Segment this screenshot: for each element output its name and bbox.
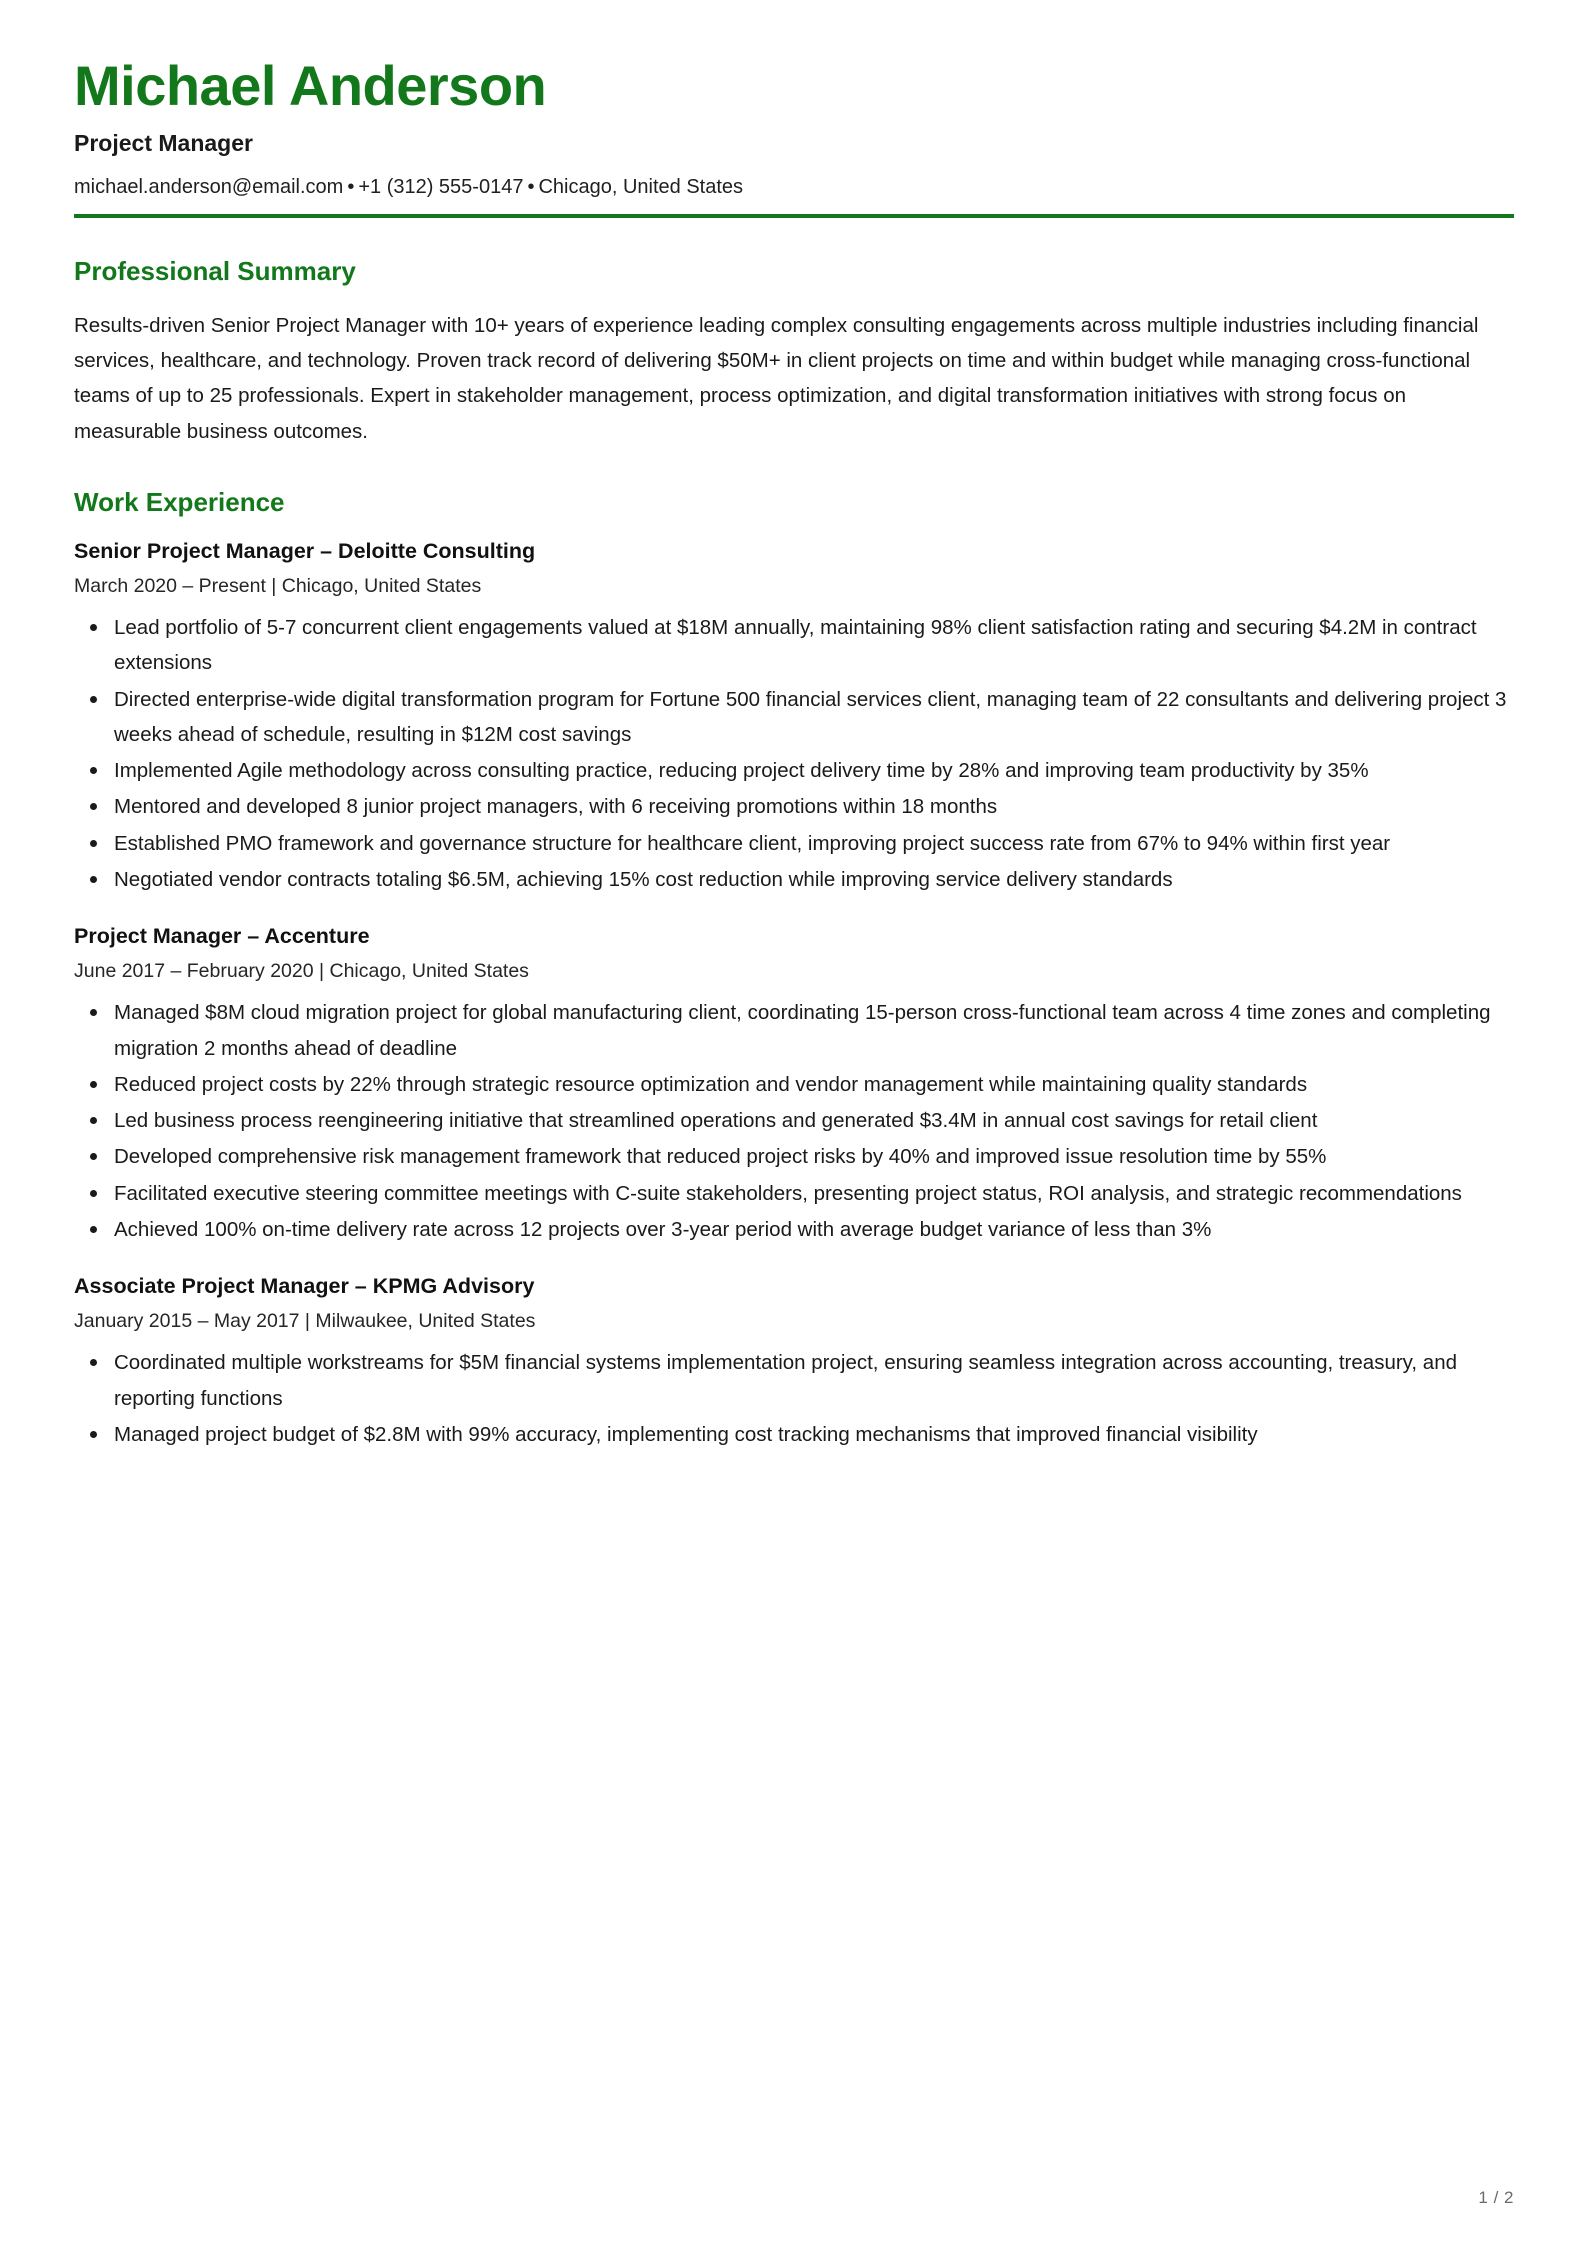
experience-entry [74, 923, 1514, 1247]
experience-bullet: Negotiated vendor contracts totaling $6.5M, achieving 15% cost reduction while improving service delivery standards [74, 862, 1514, 897]
contact-line [74, 174, 1514, 200]
header-divider [74, 214, 1514, 218]
section-title-experience: Work Experience [74, 486, 285, 517]
experience-bullet-list [74, 995, 1514, 1247]
candidate-job-title: Project Manager [74, 130, 253, 157]
experience-heading: Associate Project Manager – KPMG Advisory [74, 1274, 535, 1299]
contact-email[interactable]: michael.anderson@email.com [74, 176, 344, 199]
experience-bullet: Facilitated executive steering committee meetings with C-suite stakeholders, presenting project status, ROI analysis, and strategic recommendations [74, 1176, 1514, 1211]
candidate-name: Michael Anderson [74, 54, 547, 117]
experience-entry [74, 538, 1514, 897]
experience-bullet: Implemented Agile methodology across consulting practice, reducing project delivery time by 28% and improving team productivity by 35% [74, 753, 1514, 788]
experience-heading: Senior Project Manager – Deloitte Consulting [74, 538, 536, 563]
experience-bullet-list [74, 610, 1514, 897]
experience-bullet: Mentored and developed 8 junior project managers, with 6 receiving promotions within 18 months [74, 789, 1514, 824]
experience-bullet: Achieved 100% on-time delivery rate across 12 projects over 3-year period with average budget variance of less than 3% [74, 1212, 1514, 1247]
page-number: 1 / 2 [1478, 2188, 1514, 2207]
experience-bullet: Developed comprehensive risk management framework that reduced project risks by 40% and improved issue resolution time by 55% [74, 1139, 1514, 1174]
experience-bullet: Managed $8M cloud migration project for global manufacturing client, coordinating 15-person cross-functional team across 4 time zones and completing migration 2 months ahead of deadline [74, 995, 1514, 1066]
experience-meta: January 2015 – May 2017 | Milwaukee, United States [74, 1310, 536, 1333]
section-title-summary: Professional Summary [74, 256, 356, 287]
contact-separator-1: • [347, 176, 355, 199]
resume-header [74, 56, 1514, 218]
contact-separator-2: • [527, 176, 535, 199]
contact-phone[interactable]: +1 (312) 555-0147 [358, 176, 524, 199]
experience-bullet: Lead portfolio of 5-7 concurrent client engagements valued at $18M annually, maintaining 98% client satisfaction rating and securing $4.2M in contract extensions [74, 610, 1514, 681]
experience-meta: March 2020 – Present | Chicago, United States [74, 574, 482, 597]
experience-bullet: Coordinated multiple workstreams for $5M financial systems implementation project, ensuring seamless integration across accounting, treasury, and reporting functions [74, 1345, 1514, 1416]
experience-heading: Project Manager – Accenture [74, 924, 370, 949]
experience-bullet: Established PMO framework and governance structure for healthcare client, improving project success rate from 67% to 94% within first year [74, 826, 1514, 861]
contact-location: Chicago, United States [538, 176, 744, 199]
experience-bullet: Reduced project costs by 22% through strategic resource optimization and vendor management while maintaining quality standards [74, 1067, 1514, 1102]
experience-bullet: Led business process reengineering initiative that streamlined operations and generated $3.4M in annual cost savings for retail client [74, 1103, 1514, 1138]
section-work-experience [74, 487, 1514, 1452]
experience-meta: June 2017 – February 2020 | Chicago, United States [74, 960, 529, 983]
experience-entry [74, 1273, 1514, 1452]
summary-paragraph: Results-driven Senior Project Manager with 10+ years of experience leading complex consulting engagements across multiple industries including financial services, healthcare, and technology. Proven track record of delivering $50M+ in client projects on time and within budget while managing cross-functional teams of up to 25 professionals. Expert in stakeholder management, process optimization, and digital transformation initiatives with strong focus on measurable business outcomes. [74, 313, 1479, 443]
experience-bullet-list [74, 1345, 1514, 1452]
experience-bullet: Directed enterprise-wide digital transformation program for Fortune 500 financial services client, managing team of 22 consultants and delivering project 3 weeks ahead of schedule, resulting in $12M cost savings [74, 682, 1514, 753]
experience-bullet: Managed project budget of $2.8M with 99% accuracy, implementing cost tracking mechanisms that improved financial visibility [74, 1417, 1514, 1452]
section-professional-summary [74, 256, 1514, 449]
